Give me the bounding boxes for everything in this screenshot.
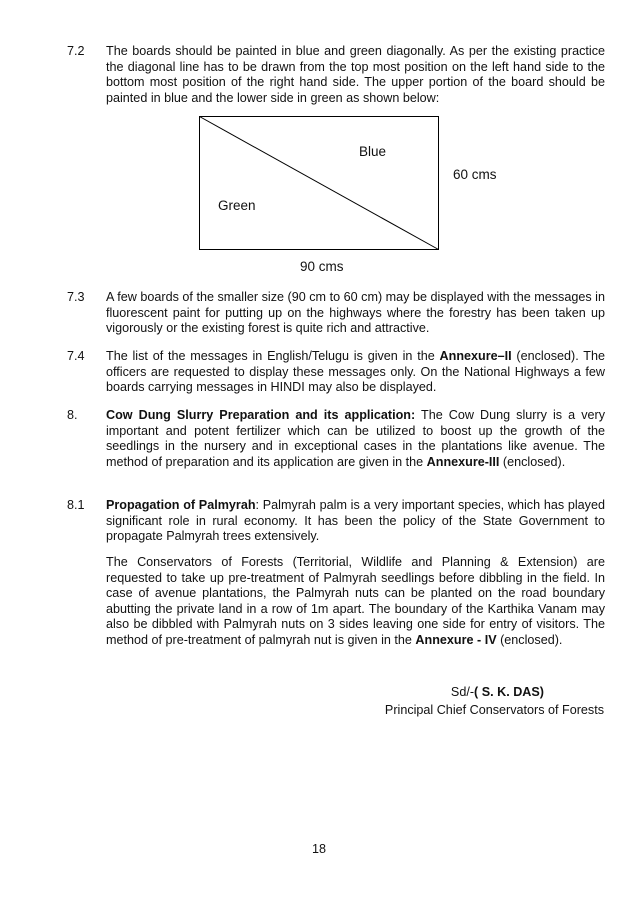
annexure-iii-ref: Annexure-III (426, 454, 500, 469)
paragraph-text: Cow Dung Slurry Preparation and its application: The Cow Dung slurry is a very important and potent fertilizer which can be utilized to boost up the growth of the seedlings in the nursery and in exceptional cases in the plantations like avenue. The method of preparation and its application are given in the Annexure-III (enclosed). (106, 408, 605, 469)
paragraph-8-1 (67, 498, 605, 545)
signatory-name: ( S. K. DAS) (474, 685, 544, 699)
paragraph-number: 8. (67, 408, 78, 422)
section-heading: Cow Dung Slurry Preparation and its application: (106, 408, 416, 422)
height-label: 60 cms (453, 167, 497, 182)
paragraph-number: 8.1 (67, 498, 85, 512)
width-label: 90 cms (300, 259, 344, 274)
paragraph-text: The list of the messages in English/Telugu is given in the Annexure–II (enclosed). The officers are requested to display these messages only. On the National Highways a few boards carrying messages in HINDI may also be displayed. (106, 349, 605, 395)
paragraph-8-1-continued (67, 555, 605, 649)
paragraph-number: 7.3 (67, 290, 85, 304)
paragraph-text: Propagation of Palmyrah: Palmyrah palm is a very important species, which has played significant role in rural economy. It has been the policy of the State Government to propagate Palmyrah trees extensively. (106, 498, 605, 544)
page-number: 18 (311, 842, 326, 856)
section-heading: Propagation of Palmyrah (106, 498, 256, 512)
paragraph-7-2 (67, 44, 605, 106)
annexure-iv-ref: Annexure - IV (415, 632, 497, 647)
annexure-ii-ref: Annexure–II (439, 349, 512, 363)
paragraph-number: 7.2 (67, 44, 85, 58)
paragraph-text: The boards should be painted in blue and green diagonally. As per the existing practice the diagonal line has to be drawn from the top most position on the left hand side to the bottom most position of the right hand side. The upper portion of the board should be painted in blue and the lower side in green as shown below: (106, 44, 605, 105)
blue-label: Blue (359, 144, 387, 159)
green-label: Green (218, 198, 256, 213)
paragraph-text: The Conservators of Forests (Territorial, Wildlife and Planning & Extension) are requested to take up pre-treatment of Palmyrah seedlings before dibbling in the field. In case of avenue plantations, the Palmyrah nuts can be planted on the road boundary abutting the private land in a row of 1m apart. The boundary of the Karthika Vanam may also be dibbled with Palmyrah nuts on 3 sides leaving one side for entry of visitors. The method of pre-treatment of palmyrah nut is given in the Annexure - IV (enclosed). (106, 555, 605, 647)
paragraph-7-4 (67, 349, 605, 396)
board-diagram (199, 116, 439, 250)
signature-line: Sd/-( S. K. DAS) (450, 685, 544, 699)
paragraph-number: 7.4 (67, 349, 85, 363)
paragraph-8 (67, 408, 605, 470)
signatory-title: Principal Chief Conservators of Forests (384, 703, 604, 717)
paragraph-text: A few boards of the smaller size (90 cm to 60 cm) may be displayed with the messages in fluorescent paint for putting up on the highways where the forestry has been taken up vigorously or the existing forest is quite rich and attractive. (106, 290, 605, 336)
paragraph-7-3 (67, 290, 605, 337)
board-diagonal (200, 117, 439, 250)
